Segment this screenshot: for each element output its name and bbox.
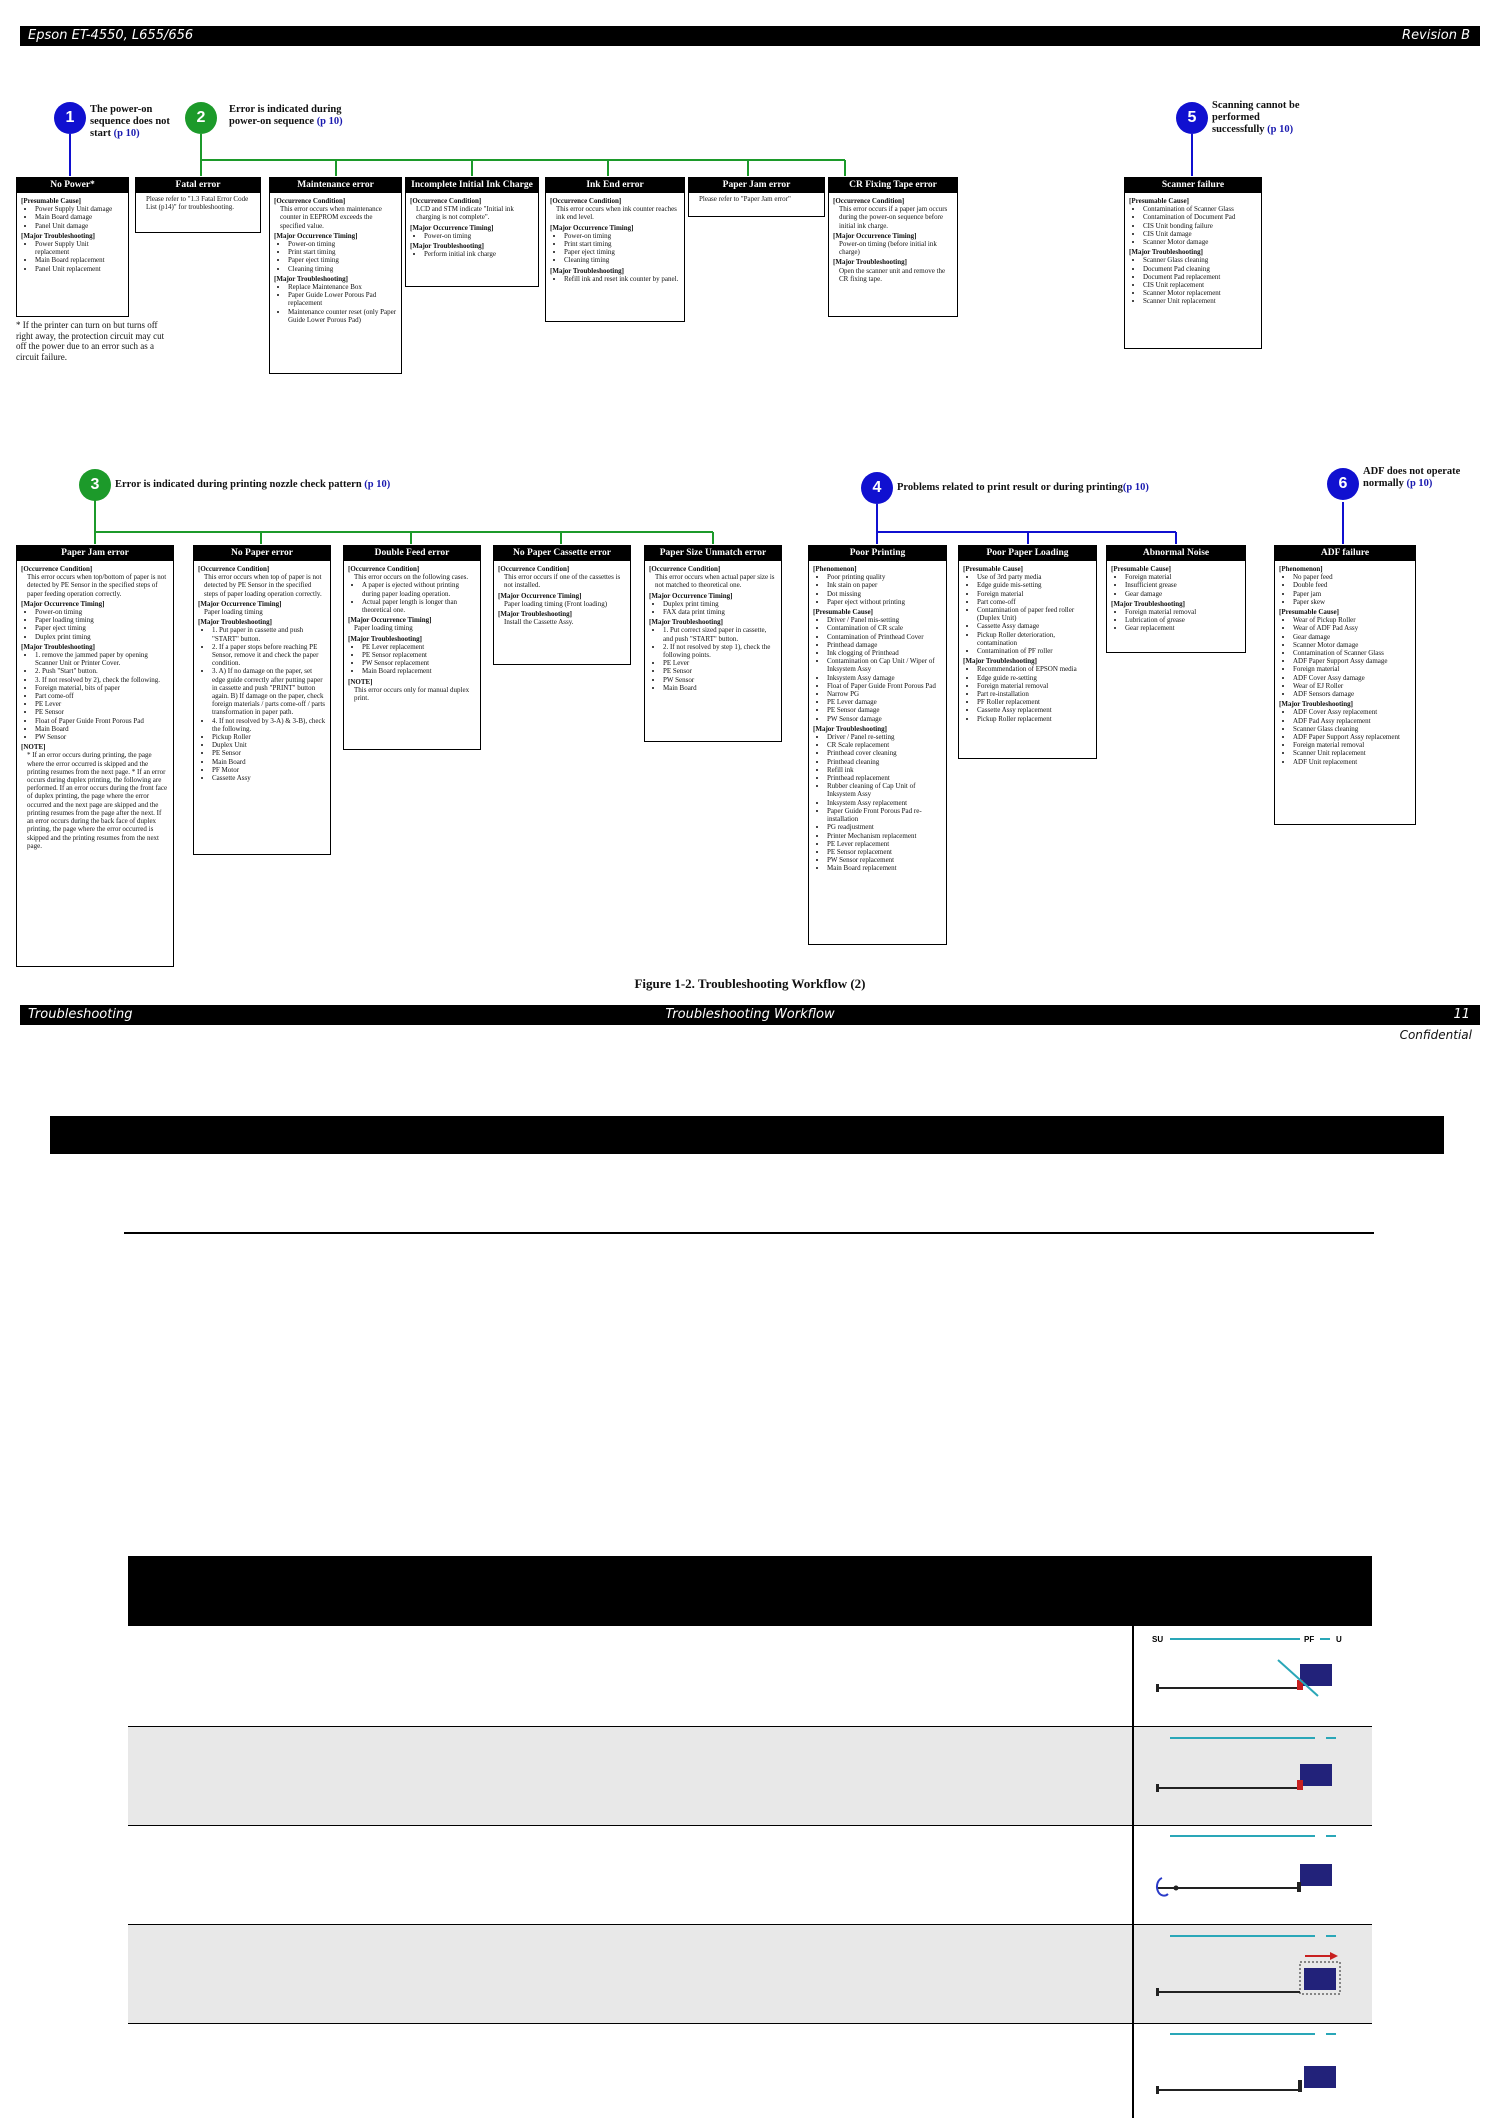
box-title: CR Fixing Tape error [829,178,957,193]
box-list-item: • PE Lever damage [827,698,942,706]
box-fatal-error [135,177,261,233]
section-4-badge: 4 [861,472,893,504]
box-list-item: • Power-on timing [424,232,534,240]
box-list-item: • Float of Paper Guide Front Porous Pad [35,717,169,725]
box-list-item: • Rubber cleaning of Cap Unit of Inksystem Assy [827,782,942,798]
box-title: Incomplete Initial Ink Charge [406,178,538,193]
box-title: Paper Size Unmatch error [645,546,781,561]
box-list-item: • Panel Unit replacement [35,265,124,273]
box-double-feed-error [343,545,481,750]
box-list-item: • CIS Unit replacement [1143,281,1257,289]
box-list-item: • ADF Pad Assy replacement [1293,717,1411,725]
box-text: Paper loading timing [354,624,413,633]
box-list-item: • Insufficient grease [1125,581,1241,589]
box-section-heading: [Occurrence Condition] [649,565,721,573]
box-list-item: • Contamination of PF roller [977,647,1092,655]
box-list-item: • PF Roller replacement [977,698,1092,706]
box-section-heading: [Major Occurrence Timing] [498,591,582,600]
box-section-heading: [Occurrence Condition] [498,565,570,573]
box-section-heading: [Occurrence Condition] [274,197,346,205]
box-section-heading: [Phenomenon] [813,565,857,573]
box-list-item: • Contamination of Document Pad [1143,213,1257,221]
box-section-heading: [NOTE] [348,677,373,686]
box-list-item: • 1. Put paper in cassette and push "START" button. [212,626,326,642]
confidential-label: Confidential [1399,1028,1472,1042]
box-list-item: • Cassette Assy [212,774,326,782]
box-text: Open the scanner unit and remove the CR fixing tape. [839,266,946,283]
box-list-item: • Print start timing [564,240,680,248]
box-list-item: • Main Board replacement [827,864,942,872]
box-list-item: • Inksystem Assy replacement [827,799,942,807]
box-list-item: • PE Sensor replacement [362,651,476,659]
box-title: Maintenance error [270,178,401,193]
box-section-heading: [Presumable Cause] [1279,608,1339,617]
box-text: Please refer to "Paper Jam error" [699,195,791,203]
box-list-item: • PF Motor [212,766,326,774]
box-list-item: • FAX data print timing [663,608,777,616]
box-list-item: • Pickup Roller deterioration, contamination [977,631,1092,647]
box-text: This error occurs when actual paper size is not matched to theoretical one. [655,573,775,590]
section-5-ref[interactable]: (p 10) [1267,124,1294,135]
box-text: * If an error occurs during printing, the page where the error occurred is skipped and the printing resumes from the next page. * If an error occurs during duplex printing, the following are performed. If an error occurs during the front face of duplex printing, the page where the error occurred and the next page are skipped and the printing resumes from the page after the next. If an error occurs during the back face of duplex printing, the page where the error occurred is skipped and the printing resumes from the next page. [27,751,168,850]
figure-caption: Figure 1-2. Troubleshooting Workflow (2) [634,976,866,991]
box-list-item: • Printhead cleaning [827,758,942,766]
box-list-item: • 2. If not resolved by step 1), check the following points. [663,643,777,659]
box-list-item: • Paper eject without printing [827,598,942,606]
box-cr-fixing-tape-error [828,177,958,317]
footer-left: Troubleshooting [28,1007,133,1022]
box-list-item: • Contamination of Scanner Glass [1143,205,1257,213]
box-title: Fatal error [136,178,260,193]
section-2-ref[interactable]: (p 10) [316,116,343,127]
box-title: Poor Paper Loading [959,546,1096,561]
box-title: No Power* [17,178,128,193]
box-text: Power-on timing (before initial ink charge) [839,240,937,257]
box-list-item: • Duplex print timing [663,600,777,608]
box-list-item: • Foreign material removal [1293,741,1411,749]
section-6-badge: 6 [1327,468,1359,500]
box-list-item: • PE Sensor [663,667,777,675]
box-list-item: • Scanner Unit replacement [1143,297,1257,305]
box-list-item: • Document Pad replacement [1143,273,1257,281]
box-list-item: • Refill ink and reset ink counter by panel. [564,275,680,283]
box-list-item: • Gear damage [1293,633,1411,641]
box-list-item: • Main Board replacement [35,256,124,264]
box-list-item: • 3. If not resolved by 2), check the following. [35,676,169,684]
box-ink-end-error [545,177,685,322]
box-section-heading: [Major Troubleshooting] [21,231,95,240]
box-list-item: • Refill ink [827,766,942,774]
box-list-item: • PG readjustment [827,823,942,831]
box-list-item: • Foreign material, bits of paper [35,684,169,692]
box-list-item: • Duplex Unit [212,741,326,749]
power-note: * If the printer can turn on but turns off right away, the protection circuit may cut off the power due to an error such as a circuit failure. [16,320,165,362]
box-no-power [16,177,129,317]
box-list-item: • Duplex print timing [35,633,169,641]
box-list-item: • PW Sensor replacement [362,659,476,667]
box-section-heading: [Presumable Cause] [813,608,873,617]
box-list-item: • PE Lever replacement [362,643,476,651]
box-section-heading: [Presumable Cause] [963,565,1023,573]
box-list-item: • Contamination of CR scale [827,624,942,632]
box-list-item: • Narrow PG [827,690,942,698]
box-list-item: • PE Lever [663,659,777,667]
box-list-item: • Main Board damage [35,213,124,221]
box-list-item: • Main Board replacement [362,667,476,675]
box-list-item: • Driver / Panel mis-setting [827,616,942,624]
box-list-item: • PE Sensor damage [827,706,942,714]
box-section-heading: [Phenomenon] [1279,565,1323,573]
box-section-heading: [Presumable Cause] [1129,197,1189,205]
box-list-item: • Contamination of paper feed roller (Duplex Unit) [977,606,1092,622]
box-section-heading: [Major Occurrence Timing] [348,616,432,625]
box-text: This error occurs only for manual duplex print. [354,685,470,703]
box-text: This error occurs if one of the cassettes is not installed. [504,573,621,590]
header-right: Revision B [1402,28,1470,43]
box-list-item: • Part come-off [35,692,169,700]
box-list-item: • Dot missing [827,590,942,598]
box-section-heading: [Presumable Cause] [21,197,81,205]
label-pf: PF [1304,1635,1315,1644]
header-left: Epson ET-4550, L655/656 [28,28,194,43]
box-section-heading: [Major Troubleshooting] [498,610,572,619]
box-title: Ink End error [546,178,684,193]
box-list-item: • Contamination of Scanner Glass [1293,649,1411,657]
box-list-item: • Double feed [1293,581,1411,589]
box-section-heading: [Occurrence Condition] [550,197,622,205]
box-list-item: • Paper jam [1293,590,1411,598]
box-list-item: • 1. remove the jammed paper by opening Scanner Unit or Printer Cover. [35,651,169,667]
box-text: Paper loading timing (Front loading) [504,599,608,608]
box-poor-paper-loading [958,545,1097,759]
box-maintenance-error [269,177,402,374]
box-list-item: • 2. Push "Start" button. [35,667,169,675]
box-list-item: • Scanner Motor damage [1293,641,1411,649]
box-section-heading: [Major Occurrence Timing] [274,231,358,240]
box-text: This error occurs when maintenance counter in EEPROM exceeds the specified value. [280,205,382,230]
box-list-item: • PE Sensor [35,708,169,716]
box-text: Please refer to "1.3 Fatal Error Code List (p14)" for troubleshooting. [146,195,249,212]
box-section-heading: [Occurrence Condition] [348,565,420,573]
label-u: U [1336,1635,1342,1644]
section-2-badge: 2 [185,102,217,134]
box-section-heading: [Major Troubleshooting] [963,657,1037,666]
box-list-item: • Scanner Unit replacement [1293,749,1411,757]
section-3-ref[interactable]: (p 10) [364,479,391,490]
box-list-item: • ADF Unit replacement [1293,758,1411,766]
box-list-item: • Lubrication of grease [1125,616,1241,624]
box-list-item: • Paper eject timing [35,624,169,632]
box-list-item: • PE Lever replacement [827,840,942,848]
box-list-item: • Main Board [212,758,326,766]
box-list-item: • No paper feed [1293,573,1411,581]
box-list-item: • Power-on timing [288,240,397,248]
redacted-title-bar [50,1116,1444,1154]
box-list-item: • Power-on timing [35,608,169,616]
box-list-item: • Actual paper length is longer than theoretical one. [362,598,476,614]
box-list-item: • Scanner Glass cleaning [1293,725,1411,733]
box-list-item: • Ink stain on paper [827,581,942,589]
box-section-heading: [Major Troubleshooting] [21,642,95,651]
box-title: Paper Jam error [689,178,824,193]
section-1-title: The power-on sequence does not start (p 10) [90,104,170,139]
box-list-item: • Float of Paper Guide Front Porous Pad [827,682,942,690]
box-section-heading: [Occurrence Condition] [833,197,905,205]
box-list-item: • 4. If not resolved by 3-A) & 3-B), check the following. [212,717,326,733]
section-1-badge: 1 [54,102,86,134]
section-4-title: Problems related to print result or during printing(p 10) [897,482,1149,493]
box-list-item: • Scanner Motor damage [1143,238,1257,246]
box-list-item: • Ink clogging of Printhead [827,649,942,657]
box-list-item: • Panel Unit damage [35,222,124,230]
box-title: No Paper Cassette error [494,546,630,561]
box-list-item: • ADF Cover Assy damage [1293,674,1411,682]
box-list-item: • 3. A) If no damage on the paper, set edge guide correctly after putting paper in cassette and push "PRINT" button again. B) If damage on the paper, check foreign materials / parts come-off / parts transformation in paper path. [212,667,326,716]
box-section-heading: [Major Occurrence Timing] [410,223,494,232]
box-list-item: • Foreign material removal [1125,608,1241,616]
box-list-item: • Scanner Glass cleaning [1143,256,1257,264]
box-list-item: • Use of 3rd party media [977,573,1092,581]
box-incomplete-ink-charge [405,177,539,287]
box-list-item: • Paper skew [1293,598,1411,606]
box-paper-size-unmatch-error [644,545,782,742]
box-poor-printing [808,545,947,945]
box-list-item: • ADF Paper Support Assy replacement [1293,733,1411,741]
box-section-heading: [Major Occurrence Timing] [833,231,917,240]
box-section-heading: [Major Troubleshooting] [649,618,723,627]
box-scanner-failure [1124,177,1262,349]
box-list-item: • Power-on timing [564,232,680,240]
carriage-diagrams [1140,1630,1372,2118]
box-title: No Paper error [194,546,330,561]
section-3-title: Error is indicated during printing nozzle check pattern (p 10) [115,479,391,490]
box-list-item: • Scanner Motor replacement [1143,289,1257,297]
box-list-item: • Wear of ADF Pad Assy [1293,624,1411,632]
page-footer [20,1005,1480,1025]
box-title: Scanner failure [1125,178,1261,193]
box-list-item: • Cleaning timing [564,256,680,264]
box-list-item: • Main Board [663,684,777,692]
box-list-item: • Wear of Pickup Roller [1293,616,1411,624]
box-list-item: • Main Board [35,725,169,733]
box-list-item: • PW Sensor damage [827,715,942,723]
box-text: This error occurs on the following cases. [354,573,469,582]
box-list-item: • Cassette Assy replacement [977,706,1092,714]
section-5-title: Scanning cannot be performed successfully (p 10) [1212,100,1300,135]
box-list-item: • Foreign material [977,590,1092,598]
box-text: This error occurs if a paper jam occurs during the power-on sequence before initial ink charge. [839,205,948,230]
box-list-item: • Power Supply Unit replacement [35,240,124,256]
section-rule [124,1232,1374,1234]
box-section-heading: [Occurrence Condition] [21,565,93,573]
box-section-heading: [Major Troubleshooting] [410,242,484,251]
table-header [128,1556,1372,1626]
box-list-item: • Document Pad cleaning [1143,265,1257,273]
box-list-item: • Power Supply Unit damage [35,205,124,213]
box-text: This error occurs when top of paper is not detected by PE Sensor in the specified steps of paper loading operation correctly. [204,573,322,598]
box-title: ADF failure [1275,546,1415,561]
box-section-heading: [Major Occurrence Timing] [649,591,733,600]
section-5-badge: 5 [1176,102,1208,134]
box-no-paper-error [193,545,331,855]
box-list-item: • Paper Guide Lower Porous Pad replacement [288,291,397,307]
box-list-item: • Printhead replacement [827,774,942,782]
box-section-heading: [Major Troubleshooting] [1129,248,1203,257]
box-list-item: • A paper is ejected without printing during paper loading operation. [362,581,476,597]
box-list-item: • CIS Unit bonding failure [1143,222,1257,230]
box-list-item: • Foreign material removal [977,682,1092,690]
box-section-heading: [Major Occurrence Timing] [21,599,105,608]
box-list-item: • Contamination of Printhead Cover [827,633,942,641]
footer-center: Troubleshooting Workflow [665,1007,835,1022]
box-list-item: • Printhead cover cleaning [827,749,942,757]
box-section-heading: [Occurrence Condition] [410,197,482,205]
box-list-item: • CIS Unit damage [1143,230,1257,238]
box-section-heading: [NOTE] [21,743,46,752]
box-text: This error occurs when top/bottom of paper is not detected by PE Sensor in the specified steps of paper feeding operation correctly. [27,573,167,598]
box-list-item: • Paper eject timing [564,248,680,256]
box-paper-jam-error [16,545,174,967]
box-list-item: • 2. If a paper stops before reaching PE Sensor, remove it and check the paper condition. [212,643,326,668]
label-su: SU [1152,1635,1164,1644]
box-list-item: • Gear damage [1125,590,1241,598]
box-title: Paper Jam error [17,546,173,561]
box-list-item: • Cleaning timing [288,265,397,273]
box-list-item: • PW Sensor [35,733,169,741]
box-section-heading: [Major Occurrence Timing] [550,223,634,232]
box-section-heading: [Major Troubleshooting] [813,724,887,733]
box-list-item: • Part re-installation [977,690,1092,698]
box-no-paper-cassette-error [493,545,631,665]
box-section-heading: [Major Troubleshooting] [274,274,348,283]
box-adf-failure [1274,545,1416,825]
box-list-item: • CR Scale replacement [827,741,942,749]
box-section-heading: [Major Troubleshooting] [550,266,624,275]
box-list-item: • Part come-off [977,598,1092,606]
box-section-heading: [Occurrence Condition] [198,565,270,573]
box-list-item: • PE Sensor replacement [827,848,942,856]
box-list-item: • Edge guide mis-setting [977,581,1092,589]
box-text: Paper loading timing [204,608,263,617]
box-text: Install the Cassette Assy. [504,618,574,627]
section-2-title: Error is indicated during power-on sequence (p 10) [229,104,343,127]
section-1-ref[interactable]: (p 10) [113,128,140,139]
box-section-heading: [Major Troubleshooting] [833,258,907,267]
box-list-item: • PE Sensor [212,749,326,757]
box-list-item: • Pickup Roller replacement [977,715,1092,723]
box-list-item: • Pickup Roller [212,733,326,741]
box-list-item: • PE Lever [35,700,169,708]
box-section-heading: [Major Troubleshooting] [1279,700,1353,709]
box-list-item: • ADF Paper Support Assy damage [1293,657,1411,665]
box-list-item: • Wear of EJ Roller [1293,682,1411,690]
table-column-divider [1132,1556,1134,2118]
box-list-item: • Perform initial ink charge [424,250,534,258]
section-6-ref[interactable]: (p 10) [1406,478,1433,489]
box-list-item: • PW Sensor replacement [827,856,942,864]
box-list-item: • Gear replacement [1125,624,1241,632]
box-section-heading: [Major Troubleshooting] [198,618,272,627]
box-list-item: • Foreign material [1125,573,1241,581]
box-list-item: • ADF Sensors damage [1293,690,1411,698]
box-text: LCD and STM indicate "Initial ink charging is not complete". [416,205,514,222]
box-paper-jam-ref [688,177,825,217]
section-4-ref[interactable]: (p 10) [1122,482,1149,493]
box-list-item: • Printhead damage [827,641,942,649]
section-6-title: ADF does not operate normally (p 10) [1363,466,1461,489]
box-list-item: • Replace Maintenance Box [288,283,397,291]
box-list-item: • Driver / Panel re-setting [827,733,942,741]
box-title: Abnormal Noise [1107,546,1245,561]
box-list-item: • PW Sensor [663,676,777,684]
box-list-item: • ADF Cover Assy replacement [1293,708,1411,716]
box-list-item: • Cassette Assy damage [977,622,1092,630]
box-text: This error occurs when ink counter reaches ink end level. [556,205,677,222]
box-list-item: • Edge guide re-setting [977,674,1092,682]
box-section-heading: [Presumable Cause] [1111,565,1171,573]
box-title: Poor Printing [809,546,946,561]
box-list-item: • Paper eject timing [288,256,397,264]
box-list-item: • Recommendation of EPSON media [977,665,1092,673]
box-list-item: • Contamination on Cap Unit / Wiper of Inksystem Assy [827,657,942,673]
box-list-item: • Paper Guide Front Porous Pad re-installation [827,807,942,823]
section-3-badge: 3 [79,469,111,501]
box-title: Double Feed error [344,546,480,561]
box-list-item: • Printer Mechanism replacement [827,832,942,840]
box-list-item: • Inksystem Assy damage [827,674,942,682]
box-abnormal-noise [1106,545,1246,653]
box-section-heading: [Major Troubleshooting] [348,634,422,643]
box-list-item: • Poor printing quality [827,573,942,581]
footer-right: 11 [1453,1007,1470,1022]
box-section-heading: [Major Occurrence Timing] [198,599,282,608]
box-list-item: • Maintenance counter reset (only Paper Guide Lower Porous Pad) [288,308,397,324]
box-list-item: • Foreign material [1293,665,1411,673]
box-list-item: • 1. Put correct sized paper in cassette, and push "START" button. [663,626,777,642]
box-section-heading: [Major Troubleshooting] [1111,599,1185,608]
box-list-item: • Print start timing [288,248,397,256]
box-list-item: • Paper loading timing [35,616,169,624]
